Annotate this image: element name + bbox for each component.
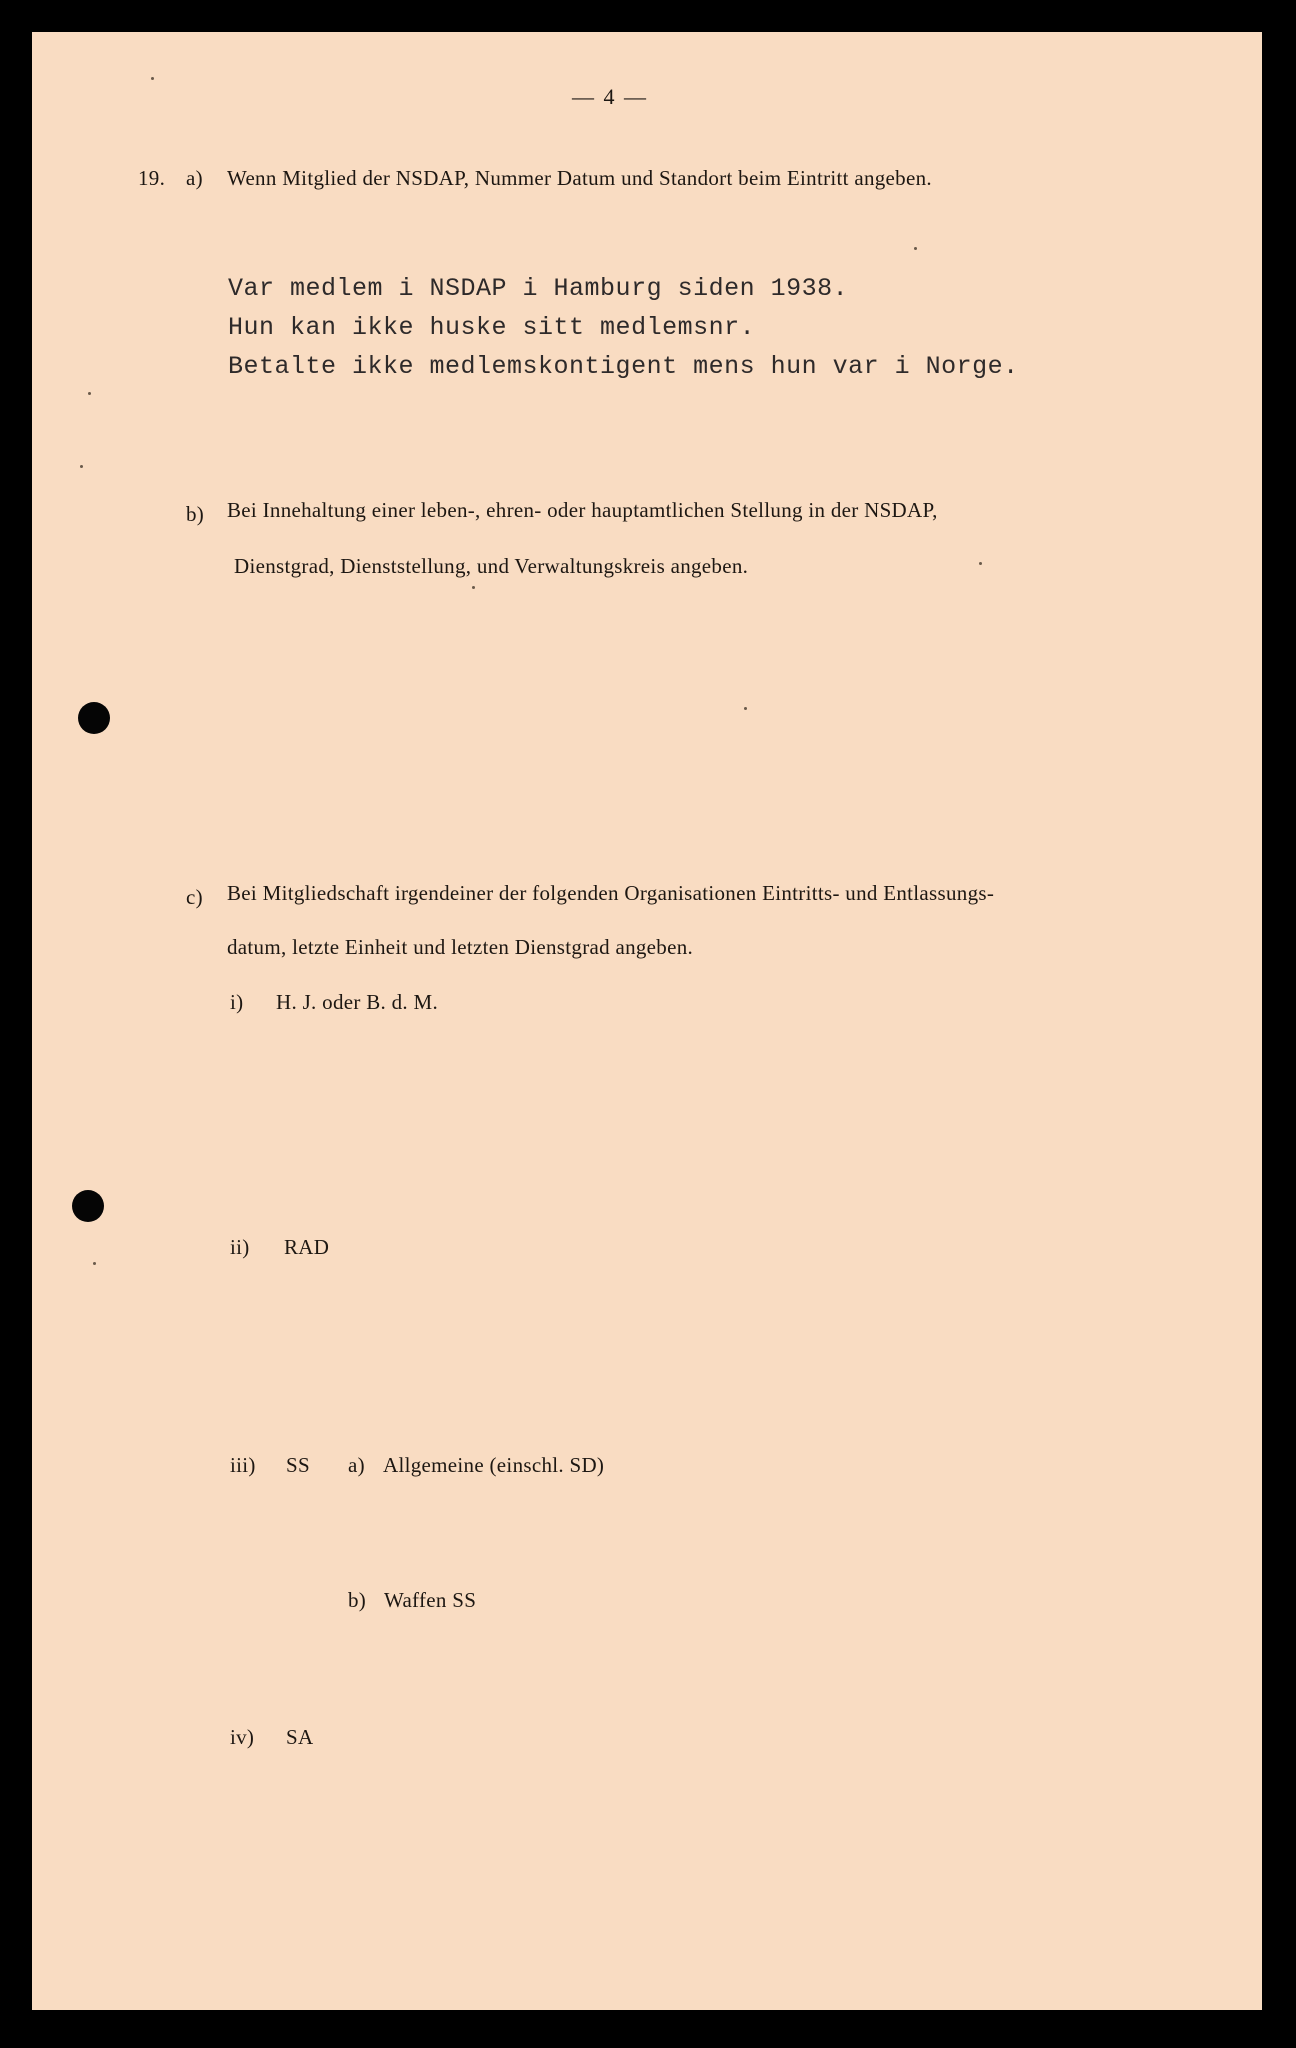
answer-line-3: Betalte ikke medlemskontigent mens hun var i Norge. — [228, 352, 1019, 381]
item-ii-text: RAD — [284, 1235, 330, 1259]
item-iii-a-text: Allgemeine (einschl. SD) — [383, 1453, 605, 1477]
question-19b-line-1: Bei Innehaltung einer leben-, ehren- oder hauptamtlichen Stellung in der NSDAP, — [227, 498, 938, 522]
paper-speck — [88, 392, 91, 395]
paper-speck — [979, 562, 982, 565]
paper-speck — [914, 247, 917, 250]
punch-hole-top — [78, 702, 110, 734]
question-19c-label: c) — [186, 885, 203, 909]
item-iv-text: SA — [286, 1725, 314, 1749]
item-i-text: H. J. oder B. d. M. — [276, 990, 439, 1014]
item-iii-label: iii) — [230, 1453, 256, 1477]
question-19b-label: b) — [186, 502, 205, 526]
question-19a-label: a) — [186, 166, 203, 190]
paper-speck — [744, 707, 747, 710]
paper-speck — [80, 465, 83, 468]
item-iii-text: SS — [286, 1453, 310, 1477]
answer-line-1: Var medlem i NSDAP i Hamburg siden 1938. — [228, 274, 849, 303]
question-19c-line-2: datum, letzte Einheit und letzten Dienstgrad angeben. — [227, 935, 694, 959]
punch-hole-bottom — [72, 1190, 104, 1222]
item-iv-label: iv) — [230, 1725, 255, 1749]
item-iii-b-text: Waffen SS — [384, 1588, 477, 1612]
question-19b-line-2: Dienstgrad, Dienststellung, und Verwaltungskreis angeben. — [234, 554, 749, 578]
paper-speck — [93, 1262, 96, 1265]
document-page — [32, 32, 1262, 2010]
item-ii-label: ii) — [230, 1235, 250, 1259]
paper-speck — [472, 586, 475, 589]
item-iii-b-label: b) — [348, 1588, 367, 1612]
question-19c-line-1: Bei Mitgliedschaft irgendeiner der folgenden Organisationen Eintritts- und Entlassungs- — [227, 881, 995, 905]
question-number: 19. — [138, 166, 166, 190]
page-number: — 4 — — [572, 84, 648, 109]
item-i-label: i) — [230, 990, 244, 1014]
answer-line-2: Hun kan ikke huske sitt medlemsnr. — [228, 313, 756, 342]
question-19a-text: Wenn Mitglied der NSDAP, Nummer Datum und Standort beim Eintritt angeben. — [227, 166, 932, 190]
item-iii-a-label: a) — [348, 1453, 365, 1477]
paper-speck — [151, 77, 154, 80]
